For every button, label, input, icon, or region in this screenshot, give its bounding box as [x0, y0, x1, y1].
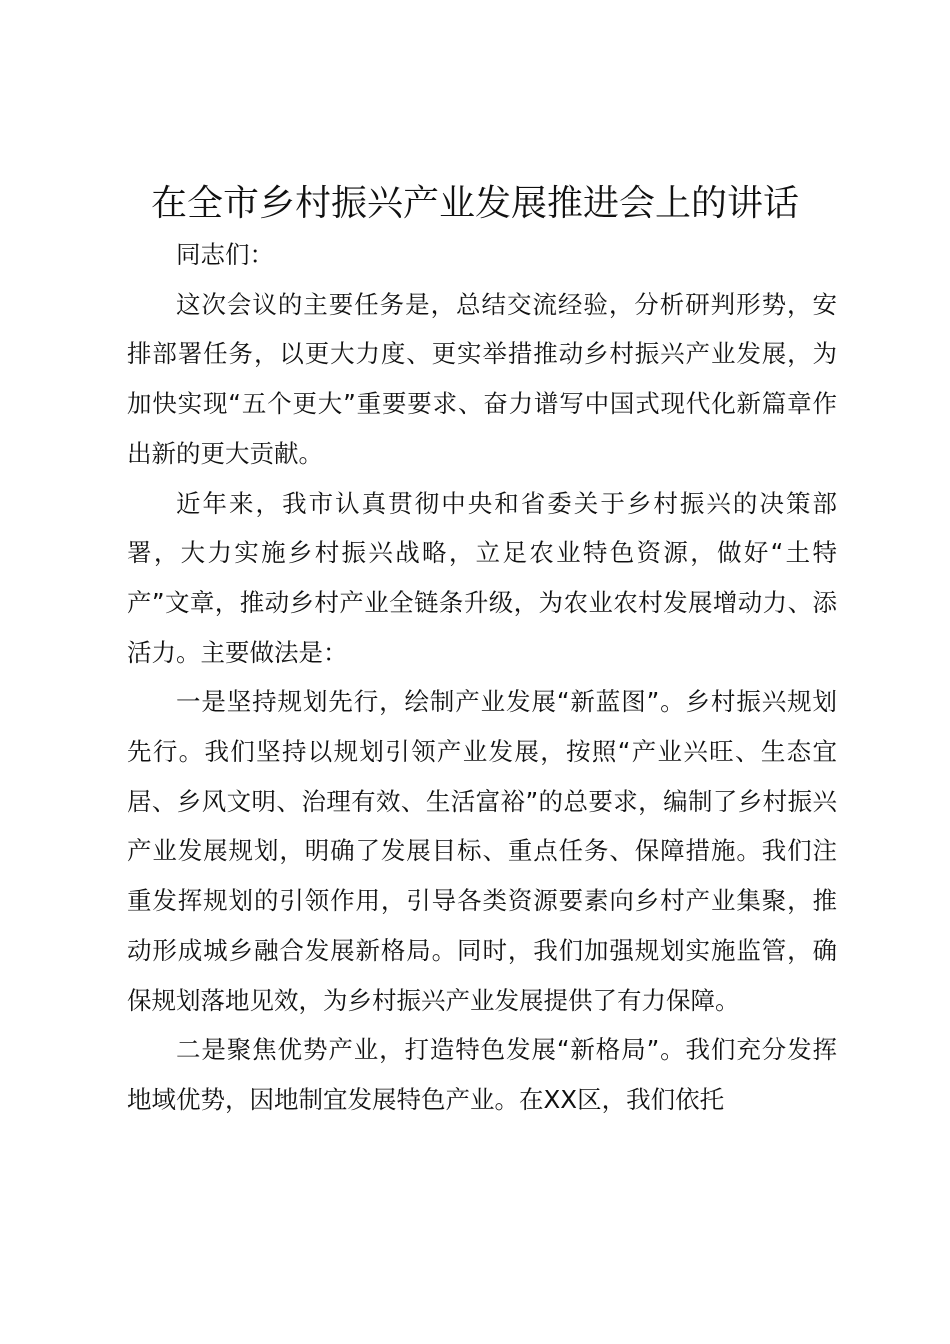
paragraph-2: 近年来，我市认真贯彻中央和省委关于乡村振兴的决策部署，大力实施乡村振兴战略，立足农业特色资源，做好“土特产”文章，推动乡村产业全链条升级，为农业农村发展增动力、添活力。主要做法是：: [127, 488, 837, 667]
paragraph-4: 二是聚焦优势产业，打造特色发展“新格局”。我们充分发挥地域优势，因地制宜发展特色产业。在XX区，我们依托: [127, 1035, 837, 1114]
salutation: 同志们：: [176, 240, 274, 269]
document-title: 在全市乡村振兴产业发展推进会上的讲话: [150, 183, 799, 224]
paragraph-1: 这次会议的主要任务是，总结交流经验，分析研判形势，安排部署任务，以更大力度、更实举措推动乡村振兴产业发展，为加快实现“五个更大”重要要求、奋力谱写中国式现代化新篇章作出新的更大贡献。: [127, 289, 837, 468]
paragraph-3: 一是坚持规划先行，绘制产业发展“新蓝图”。乡村振兴规划先行。我们坚持以规划引领产业发展，按照“产业兴旺、生态宜居、乡风文明、治理有效、生活富裕”的总要求，编制了乡村振兴产业发展规划，明确了发展目标、重点任务、保障措施。我们注重发挥规划的引领作用，引导各类资源要素向乡村产业集聚，推动形成城乡融合发展新格局。同时，我们加强规划实施监管，确保规划落地见效，为乡村振兴产业发展提供了有力保障。: [127, 687, 837, 1015]
document-body: [127, 230, 837, 1125]
